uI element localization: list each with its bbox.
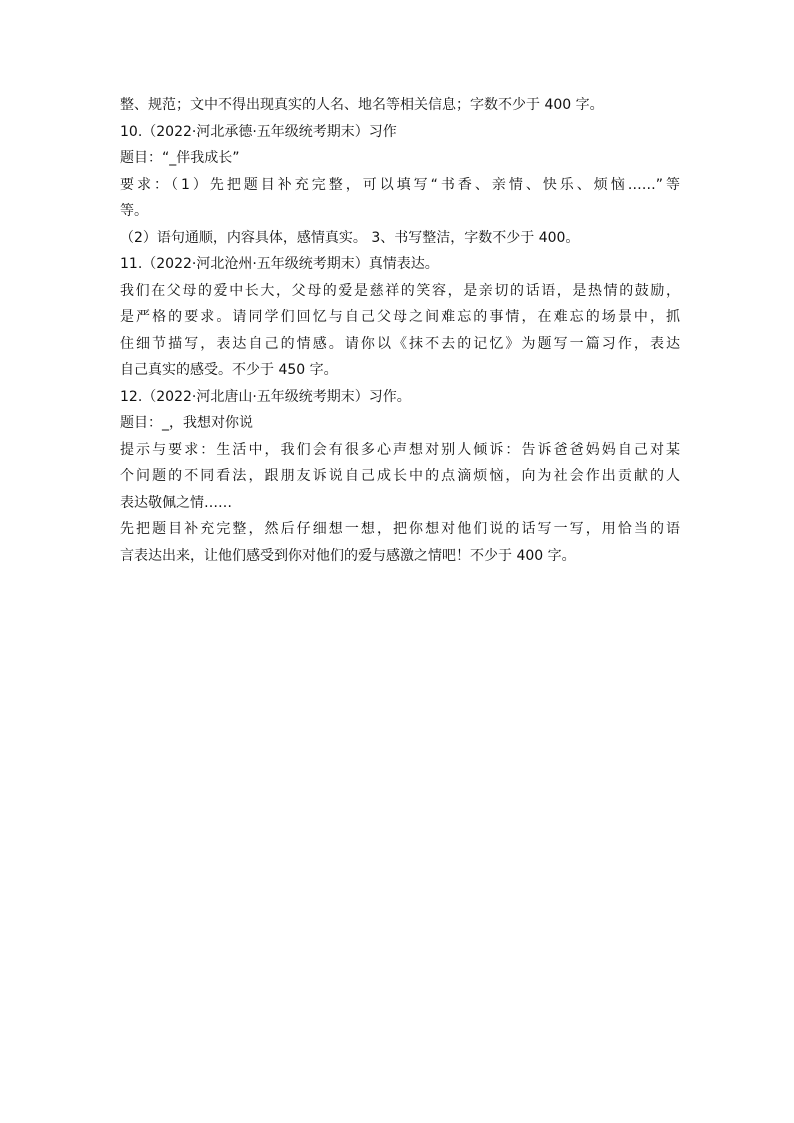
question-10-requirement-1: 要求：（1）先把题目补充完整，可以填写“书香、亲情、快乐、烦恼……”等	[120, 176, 680, 193]
text-line-1: 整、规范；文中不得出现真实的人名、地名等相关信息；字数不少于 400 字。	[120, 97, 604, 113]
question-12-heading: 12.（2022·河北唐山·五年级统考期末）习作。	[120, 388, 411, 405]
question-10-requirement-1-cont: 等。	[120, 203, 148, 219]
question-10-title: 题目：“_伴我成长”	[120, 150, 240, 166]
question-11-heading: 11.（2022·河北沧州·五年级统考期末）真情表达。	[120, 256, 439, 272]
question-11-body-line-1: 我们在父母的爱中长大，父母的爱是慈祥的笑容，是亲切的话语，是热情的鼓励，	[120, 282, 680, 299]
question-12-hint-line-3: 表达敬佩之情……	[120, 494, 232, 511]
question-12-instruction-line-1: 先把题目补充完整，然后仔细想一想，把你想对他们说的话写一写，用恰当的语	[120, 521, 680, 537]
question-12-instruction-line-2: 言表达出来，让他们感受到你对他们的爱与感激之情吧！不少于 400 字。	[120, 547, 576, 564]
question-12-hint-line-1: 提示与要求：生活中，我们会有很多心声想对别人倾诉：告诉爸爸妈妈自己对某	[120, 441, 680, 458]
question-10-heading: 10.（2022·河北承德·五年级统考期末）习作	[120, 123, 397, 140]
question-11-body-line-2: 是严格的要求。请同学们回忆与自己父母之间难忘的事情，在难忘的场景中，抓	[120, 309, 680, 325]
document-page	[120, 92, 680, 569]
question-10-requirement-2: （2）语句通顺，内容具体，感情真实。 3、书写整洁，字数不少于 400。	[120, 229, 580, 246]
question-12-hint-line-2: 个问题的不同看法，跟朋友诉说自己成长中的点滴烦恼，向为社会作出贡献的人	[120, 468, 680, 484]
question-12-title: 题目：_，我想对你说	[120, 415, 253, 431]
question-11-body-line-3: 住细节描写，表达自己的情感。请你以《抹不去的记忆》为题写一篇习作，表达	[120, 335, 680, 352]
question-11-body-line-4: 自己真实的感受。不少于 450 字。	[120, 362, 338, 378]
